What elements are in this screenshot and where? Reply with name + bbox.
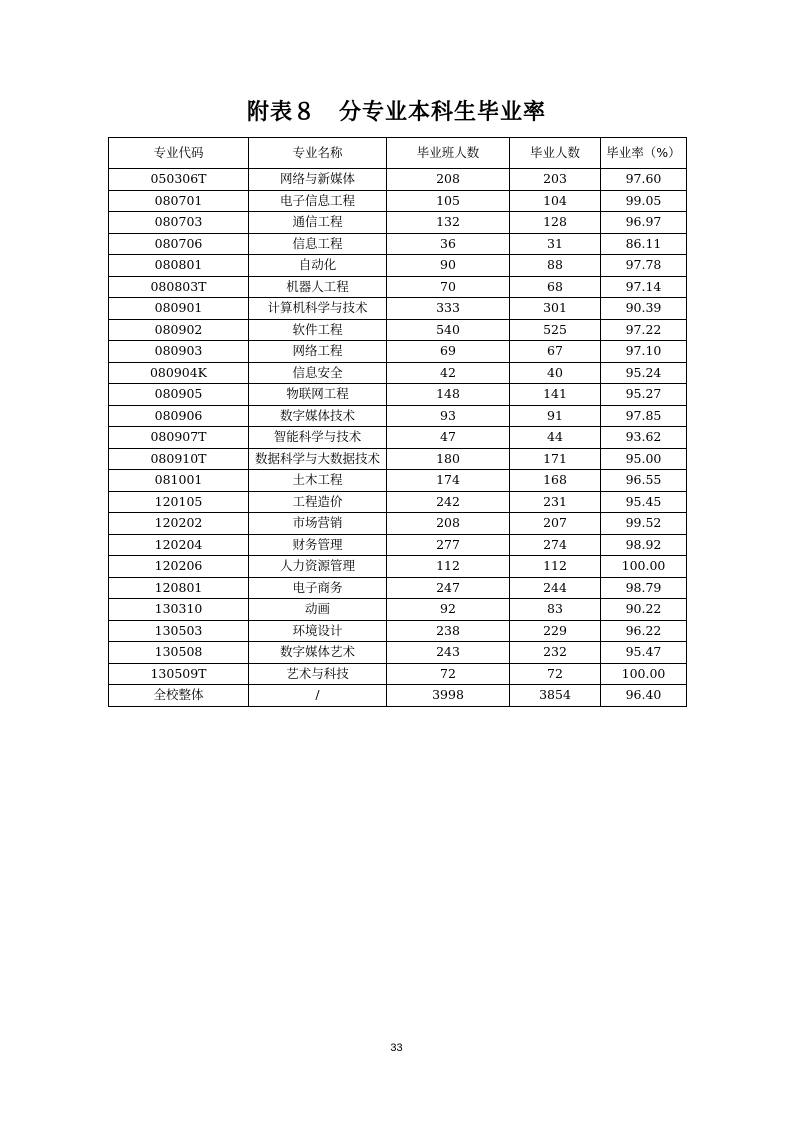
table-row xyxy=(109,556,687,578)
cell-major-code: 080801 xyxy=(109,255,249,277)
cell-graduation-rate: 95.24 xyxy=(601,362,687,384)
cell-graduate-count: 68 xyxy=(510,276,601,298)
cell-major-name: 土木工程 xyxy=(249,470,387,492)
table-row xyxy=(109,427,687,449)
cell-graduate-count: 203 xyxy=(510,169,601,191)
table-row xyxy=(109,190,687,212)
cell-class-count: 208 xyxy=(387,169,510,191)
cell-class-count: 42 xyxy=(387,362,510,384)
table-total-row xyxy=(109,685,687,707)
graduation-rate-table xyxy=(108,137,687,707)
cell-major-name: 通信工程 xyxy=(249,212,387,234)
cell-graduate-count: 91 xyxy=(510,405,601,427)
cell-graduation-rate: 93.62 xyxy=(601,427,687,449)
table-row xyxy=(109,212,687,234)
table-row xyxy=(109,448,687,470)
cell-graduation-rate: 97.78 xyxy=(601,255,687,277)
cell-class-count: 540 xyxy=(387,319,510,341)
table-row xyxy=(109,577,687,599)
table-row xyxy=(109,276,687,298)
cell-graduation-rate: 98.79 xyxy=(601,577,687,599)
cell-graduate-count: 232 xyxy=(510,642,601,664)
header-graduate-count: 毕业人数 xyxy=(510,138,601,169)
table-row xyxy=(109,491,687,513)
cell-major-name: 计算机科学与技术 xyxy=(249,298,387,320)
cell-graduation-rate: 97.60 xyxy=(601,169,687,191)
cell-graduation-rate: 100.00 xyxy=(601,556,687,578)
cell-graduate-count: 128 xyxy=(510,212,601,234)
header-graduation-rate: 毕业率（%） xyxy=(601,138,687,169)
cell-major-code: 080905 xyxy=(109,384,249,406)
cell-graduate-count: 229 xyxy=(510,620,601,642)
cell-major-code: 120105 xyxy=(109,491,249,513)
cell-graduation-rate: 97.22 xyxy=(601,319,687,341)
table-row xyxy=(109,470,687,492)
cell-major-name: 物联网工程 xyxy=(249,384,387,406)
page-title: 附表８ 分专业本科生毕业率 xyxy=(246,100,546,125)
cell-major-code: 130503 xyxy=(109,620,249,642)
table-row xyxy=(109,534,687,556)
cell-class-count: 277 xyxy=(387,534,510,556)
cell-graduation-rate: 100.00 xyxy=(601,663,687,685)
cell-graduate-count: 171 xyxy=(510,448,601,470)
table-row xyxy=(109,642,687,664)
cell-class-count: 3998 xyxy=(387,685,510,707)
cell-major-code: 080903 xyxy=(109,341,249,363)
table-row xyxy=(109,513,687,535)
cell-graduate-count: 3854 xyxy=(510,685,601,707)
table-body xyxy=(109,169,687,707)
cell-class-count: 242 xyxy=(387,491,510,513)
cell-graduation-rate: 97.14 xyxy=(601,276,687,298)
cell-major-code: 080703 xyxy=(109,212,249,234)
cell-class-count: 333 xyxy=(387,298,510,320)
cell-class-count: 47 xyxy=(387,427,510,449)
cell-major-code: 130508 xyxy=(109,642,249,664)
cell-graduate-count: 67 xyxy=(510,341,601,363)
cell-class-count: 69 xyxy=(387,341,510,363)
cell-major-code: 080701 xyxy=(109,190,249,212)
cell-graduation-rate: 99.05 xyxy=(601,190,687,212)
cell-class-count: 72 xyxy=(387,663,510,685)
cell-major-name: 数字媒体技术 xyxy=(249,405,387,427)
cell-graduation-rate: 96.55 xyxy=(601,470,687,492)
cell-class-count: 238 xyxy=(387,620,510,642)
cell-graduation-rate: 96.40 xyxy=(601,685,687,707)
cell-graduate-count: 83 xyxy=(510,599,601,621)
cell-graduate-count: 274 xyxy=(510,534,601,556)
cell-major-code: 080904K xyxy=(109,362,249,384)
table-row xyxy=(109,233,687,255)
cell-graduation-rate: 95.27 xyxy=(601,384,687,406)
cell-graduate-count: 525 xyxy=(510,319,601,341)
cell-graduation-rate: 86.11 xyxy=(601,233,687,255)
cell-graduate-count: 141 xyxy=(510,384,601,406)
cell-major-code: 080907T xyxy=(109,427,249,449)
cell-major-name: 信息安全 xyxy=(249,362,387,384)
cell-major-name: 信息工程 xyxy=(249,233,387,255)
cell-major-name: / xyxy=(249,685,387,707)
cell-class-count: 90 xyxy=(387,255,510,277)
cell-major-name: 人力资源管理 xyxy=(249,556,387,578)
page-number: 33 xyxy=(390,1042,403,1054)
cell-major-name: 机器人工程 xyxy=(249,276,387,298)
cell-graduation-rate: 97.10 xyxy=(601,341,687,363)
table-row xyxy=(109,341,687,363)
cell-class-count: 93 xyxy=(387,405,510,427)
cell-graduation-rate: 95.47 xyxy=(601,642,687,664)
table-row xyxy=(109,405,687,427)
cell-major-code: 120801 xyxy=(109,577,249,599)
cell-graduation-rate: 90.22 xyxy=(601,599,687,621)
cell-major-code: 120204 xyxy=(109,534,249,556)
cell-graduation-rate: 98.92 xyxy=(601,534,687,556)
cell-class-count: 70 xyxy=(387,276,510,298)
cell-major-name: 网络工程 xyxy=(249,341,387,363)
cell-class-count: 112 xyxy=(387,556,510,578)
cell-graduate-count: 112 xyxy=(510,556,601,578)
table-row xyxy=(109,319,687,341)
cell-graduate-count: 40 xyxy=(510,362,601,384)
cell-class-count: 36 xyxy=(387,233,510,255)
cell-major-name: 电子信息工程 xyxy=(249,190,387,212)
cell-class-count: 180 xyxy=(387,448,510,470)
cell-major-name: 数字媒体艺术 xyxy=(249,642,387,664)
cell-class-count: 132 xyxy=(387,212,510,234)
cell-major-name: 软件工程 xyxy=(249,319,387,341)
cell-major-code: 120202 xyxy=(109,513,249,535)
cell-major-name: 工程造价 xyxy=(249,491,387,513)
header-major-code: 专业代码 xyxy=(109,138,249,169)
cell-class-count: 148 xyxy=(387,384,510,406)
table-row xyxy=(109,384,687,406)
cell-major-code: 080902 xyxy=(109,319,249,341)
cell-major-code: 080910T xyxy=(109,448,249,470)
cell-major-code: 130310 xyxy=(109,599,249,621)
cell-major-code: 120206 xyxy=(109,556,249,578)
cell-graduate-count: 31 xyxy=(510,233,601,255)
table-row xyxy=(109,663,687,685)
cell-major-name: 智能科学与技术 xyxy=(249,427,387,449)
cell-graduation-rate: 96.22 xyxy=(601,620,687,642)
cell-major-name: 电子商务 xyxy=(249,577,387,599)
cell-graduation-rate: 90.39 xyxy=(601,298,687,320)
cell-major-name: 财务管理 xyxy=(249,534,387,556)
cell-graduation-rate: 95.45 xyxy=(601,491,687,513)
cell-major-code: 081001 xyxy=(109,470,249,492)
cell-major-name: 网络与新媒体 xyxy=(249,169,387,191)
table-row xyxy=(109,620,687,642)
cell-graduate-count: 104 xyxy=(510,190,601,212)
cell-major-name: 市场营销 xyxy=(249,513,387,535)
cell-major-code: 080803T xyxy=(109,276,249,298)
cell-graduate-count: 168 xyxy=(510,470,601,492)
table-row xyxy=(109,169,687,191)
cell-class-count: 105 xyxy=(387,190,510,212)
cell-class-count: 92 xyxy=(387,599,510,621)
table-row xyxy=(109,362,687,384)
cell-major-code: 130509T xyxy=(109,663,249,685)
cell-graduate-count: 207 xyxy=(510,513,601,535)
cell-class-count: 208 xyxy=(387,513,510,535)
cell-major-code: 全校整体 xyxy=(109,685,249,707)
table-row xyxy=(109,298,687,320)
cell-major-code: 080901 xyxy=(109,298,249,320)
cell-major-code: 050306T xyxy=(109,169,249,191)
cell-graduate-count: 301 xyxy=(510,298,601,320)
cell-graduate-count: 244 xyxy=(510,577,601,599)
cell-graduation-rate: 95.00 xyxy=(601,448,687,470)
table-row xyxy=(109,599,687,621)
cell-graduate-count: 44 xyxy=(510,427,601,449)
cell-major-name: 自动化 xyxy=(249,255,387,277)
cell-graduation-rate: 99.52 xyxy=(601,513,687,535)
cell-class-count: 174 xyxy=(387,470,510,492)
cell-class-count: 243 xyxy=(387,642,510,664)
cell-class-count: 247 xyxy=(387,577,510,599)
cell-graduate-count: 88 xyxy=(510,255,601,277)
cell-graduate-count: 72 xyxy=(510,663,601,685)
cell-major-code: 080706 xyxy=(109,233,249,255)
cell-major-code: 080906 xyxy=(109,405,249,427)
cell-major-name: 环境设计 xyxy=(249,620,387,642)
header-graduating-class-count: 毕业班人数 xyxy=(387,138,510,169)
cell-graduation-rate: 97.85 xyxy=(601,405,687,427)
cell-graduation-rate: 96.97 xyxy=(601,212,687,234)
table-row xyxy=(109,255,687,277)
cell-major-name: 动画 xyxy=(249,599,387,621)
cell-major-name: 数据科学与大数据技术 xyxy=(249,448,387,470)
cell-graduate-count: 231 xyxy=(510,491,601,513)
cell-major-name: 艺术与科技 xyxy=(249,663,387,685)
header-major-name: 专业名称 xyxy=(249,138,387,169)
table-header-row xyxy=(109,138,687,169)
